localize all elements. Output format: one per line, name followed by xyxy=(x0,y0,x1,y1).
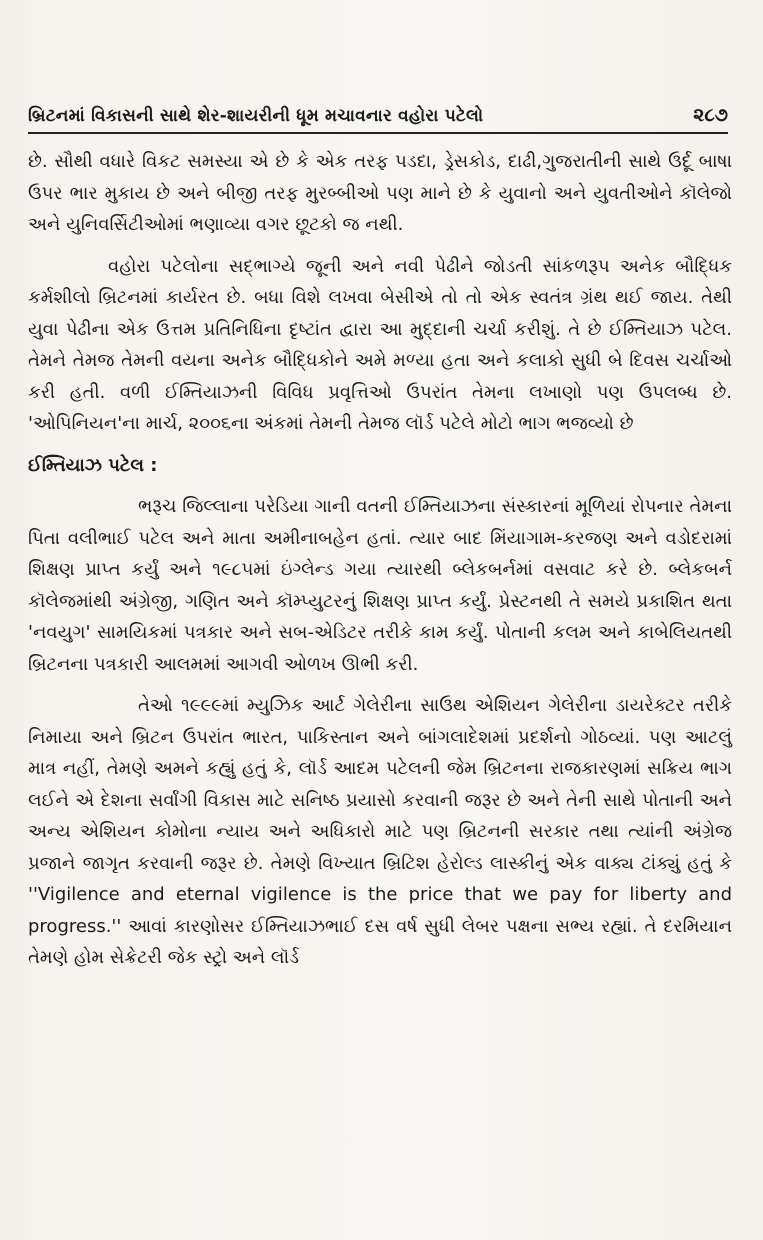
section-heading-imtiyaz-patel: ઈમ્તિયાઝ પટેલ : xyxy=(28,454,158,476)
paragraph-intellectuals: વહોરા પટેલોના સદ્ભાગ્યે જૂની અને નવી પેઢીને જોડતી સાંકળરૂપ અનેક બૌદ્ધિક કર્મશીલો બ્રિટનમાં કાર્યરત છે. બધા વિશે લખવા બેસીએ તો તો એક સ્વતંત્ર ગ્રંથ થઈ જાય. તેથી યુવા પેઢીના એક ઉત્તમ પ્રતિનિધિના દૃષ્ટાંત દ્વારા આ મુદ્દાની ચર્ચા કરીશું. તે છે ઈમ્તિયાઝ પટેલ. તેમને તેમજ તેમની વયના અનેક બૌદ્ધિકોને અમે મળ્યા હતા અને કલાકો સુધી બે દિવસ ચર્ચાઓ કરી હતી. વળી ઈમ્તિયાઝની વિવિધ પ્રવૃત્તિઓ ઉપરાંત તેમના લખાણો પણ ઉપલબ્ધ છે. 'ઓપિનિયન'ના માર્ચ, ૨૦૦૬ના અંકમાં તેમની તેમજ લૉર્ડ પટેલે મોટો ભાગ ભજવ્યો છે xyxy=(28,255,732,434)
running-head xyxy=(28,100,728,134)
paragraph-biography: ભરૂચ જિલ્લાના પરેડિયા ગાની વતની ઈમ્તિયાઝના સંસ્કારનાં મૂળિયાં રોપનાર તેમના પિતા વલીભાઈ પટેલ અને માતા અમીનાબહેન હતાં. ત્યાર બાદ મિંયાગામ-કરજણ અને વડોદરામાં શિક્ષણ પ્રાપ્ત કર્યું અને ૧૯૮૫માં ઇંગ્લેન્ડ ગયા ત્યારથી બ્લેકબર્નમાં વસવાટ કરે છે. બ્લેકબર્ન કૉલેજમાંથી અંગ્રેજી, ગણિત અને કૉમ્પ્યુટરનું શિક્ષણ પ્રાપ્ત કર્યું. પ્રેસ્ટનથી તે સમયે પ્રકાશિત થતા 'નવયુગ' સામયિકમાં પત્રકાર અને સબ-એડિટર તરીકે કામ કર્યું. પોતાની કલમ અને કાબેલિયતથી બ્રિટનના પત્રકારી આલમમાં આગવી ઓળખ ઊભી કરી. xyxy=(28,496,732,675)
paragraph-continuation: છે. સૌથી વધારે વિકટ સમસ્યા એ છે કે એક તરફ પડદા, ડ્રેસકોડ, દાઢી,ગુજરાતીની સાથે ઉર્દૂ બાષા ઉપર ભાર મુકાય છે અને બીજી તરફ મુરબ્બીઓ પણ માને છે કે યુવાનો અને યુવતીઓને કૉલેજો અને યુનિવર્સિટીઓમાં ભણાવ્યા વગર છૂટકો જ નથી. xyxy=(28,151,732,235)
page-content xyxy=(28,146,732,984)
paragraph-career: તેઓ ૧૯૯૯માં મ્યુઝિક આર્ટ ગેલેરીના સાઉથ એશિયન ગેલેરીના ડાયરેક્ટર તરીકે નિમાયા અને બ્રિટન ઉપરાંત ભારત, પાકિસ્તાન અને બાંગલાદેશમાં પ્રદર્શનો ગોઠવ્યાં. પણ આટલું માત્ર નહીં, તેમણે અમને કહ્યું હતું કે, લૉર્ડ આદમ પટેલની જેમ બ્રિટનના રાજકારણમાં સક્રિય ભાગ લઈને એ દેશના સર્વાંગી વિકાસ માટે સનિષ્ઠ પ્રયાસો કરવાની જરૂર છે અને તેની સાથે પોતાની અને અન્ય એશિયન કોમોના ન્યાય અને અધિકારો માટે પણ બ્રિટનની સરકાર તથા ત્યાંની અંગ્રેજ પ્રજાને જાગૃત કરવાની જરૂર છે. તેમણે વિખ્યાત બ્રિટિશ હેરોલ્ડ લાસ્કીનું એક વાક્ય ટાંક્યું હતું કે ''Vigilence and eternal vigilence is the price that we pay for liberty and progress.'' આવાં કારણોસર ઈમ્તિયાઝભાઈ દસ વર્ષ સુધી લેબર પક્ષના સભ્ય રહ્યાં. તે દરમિયાન તેમણે હોમ સેક્રેટરી જેક સ્ટ્રો અને લૉર્ડ xyxy=(28,695,732,968)
page-number: ૨૮૭ xyxy=(693,104,728,126)
running-title: બ્રિટનમાં વિકાસની સાથે શેર-શાયરીની ધૂમ મચાવનાર વહોરા પટેલો xyxy=(28,106,484,126)
